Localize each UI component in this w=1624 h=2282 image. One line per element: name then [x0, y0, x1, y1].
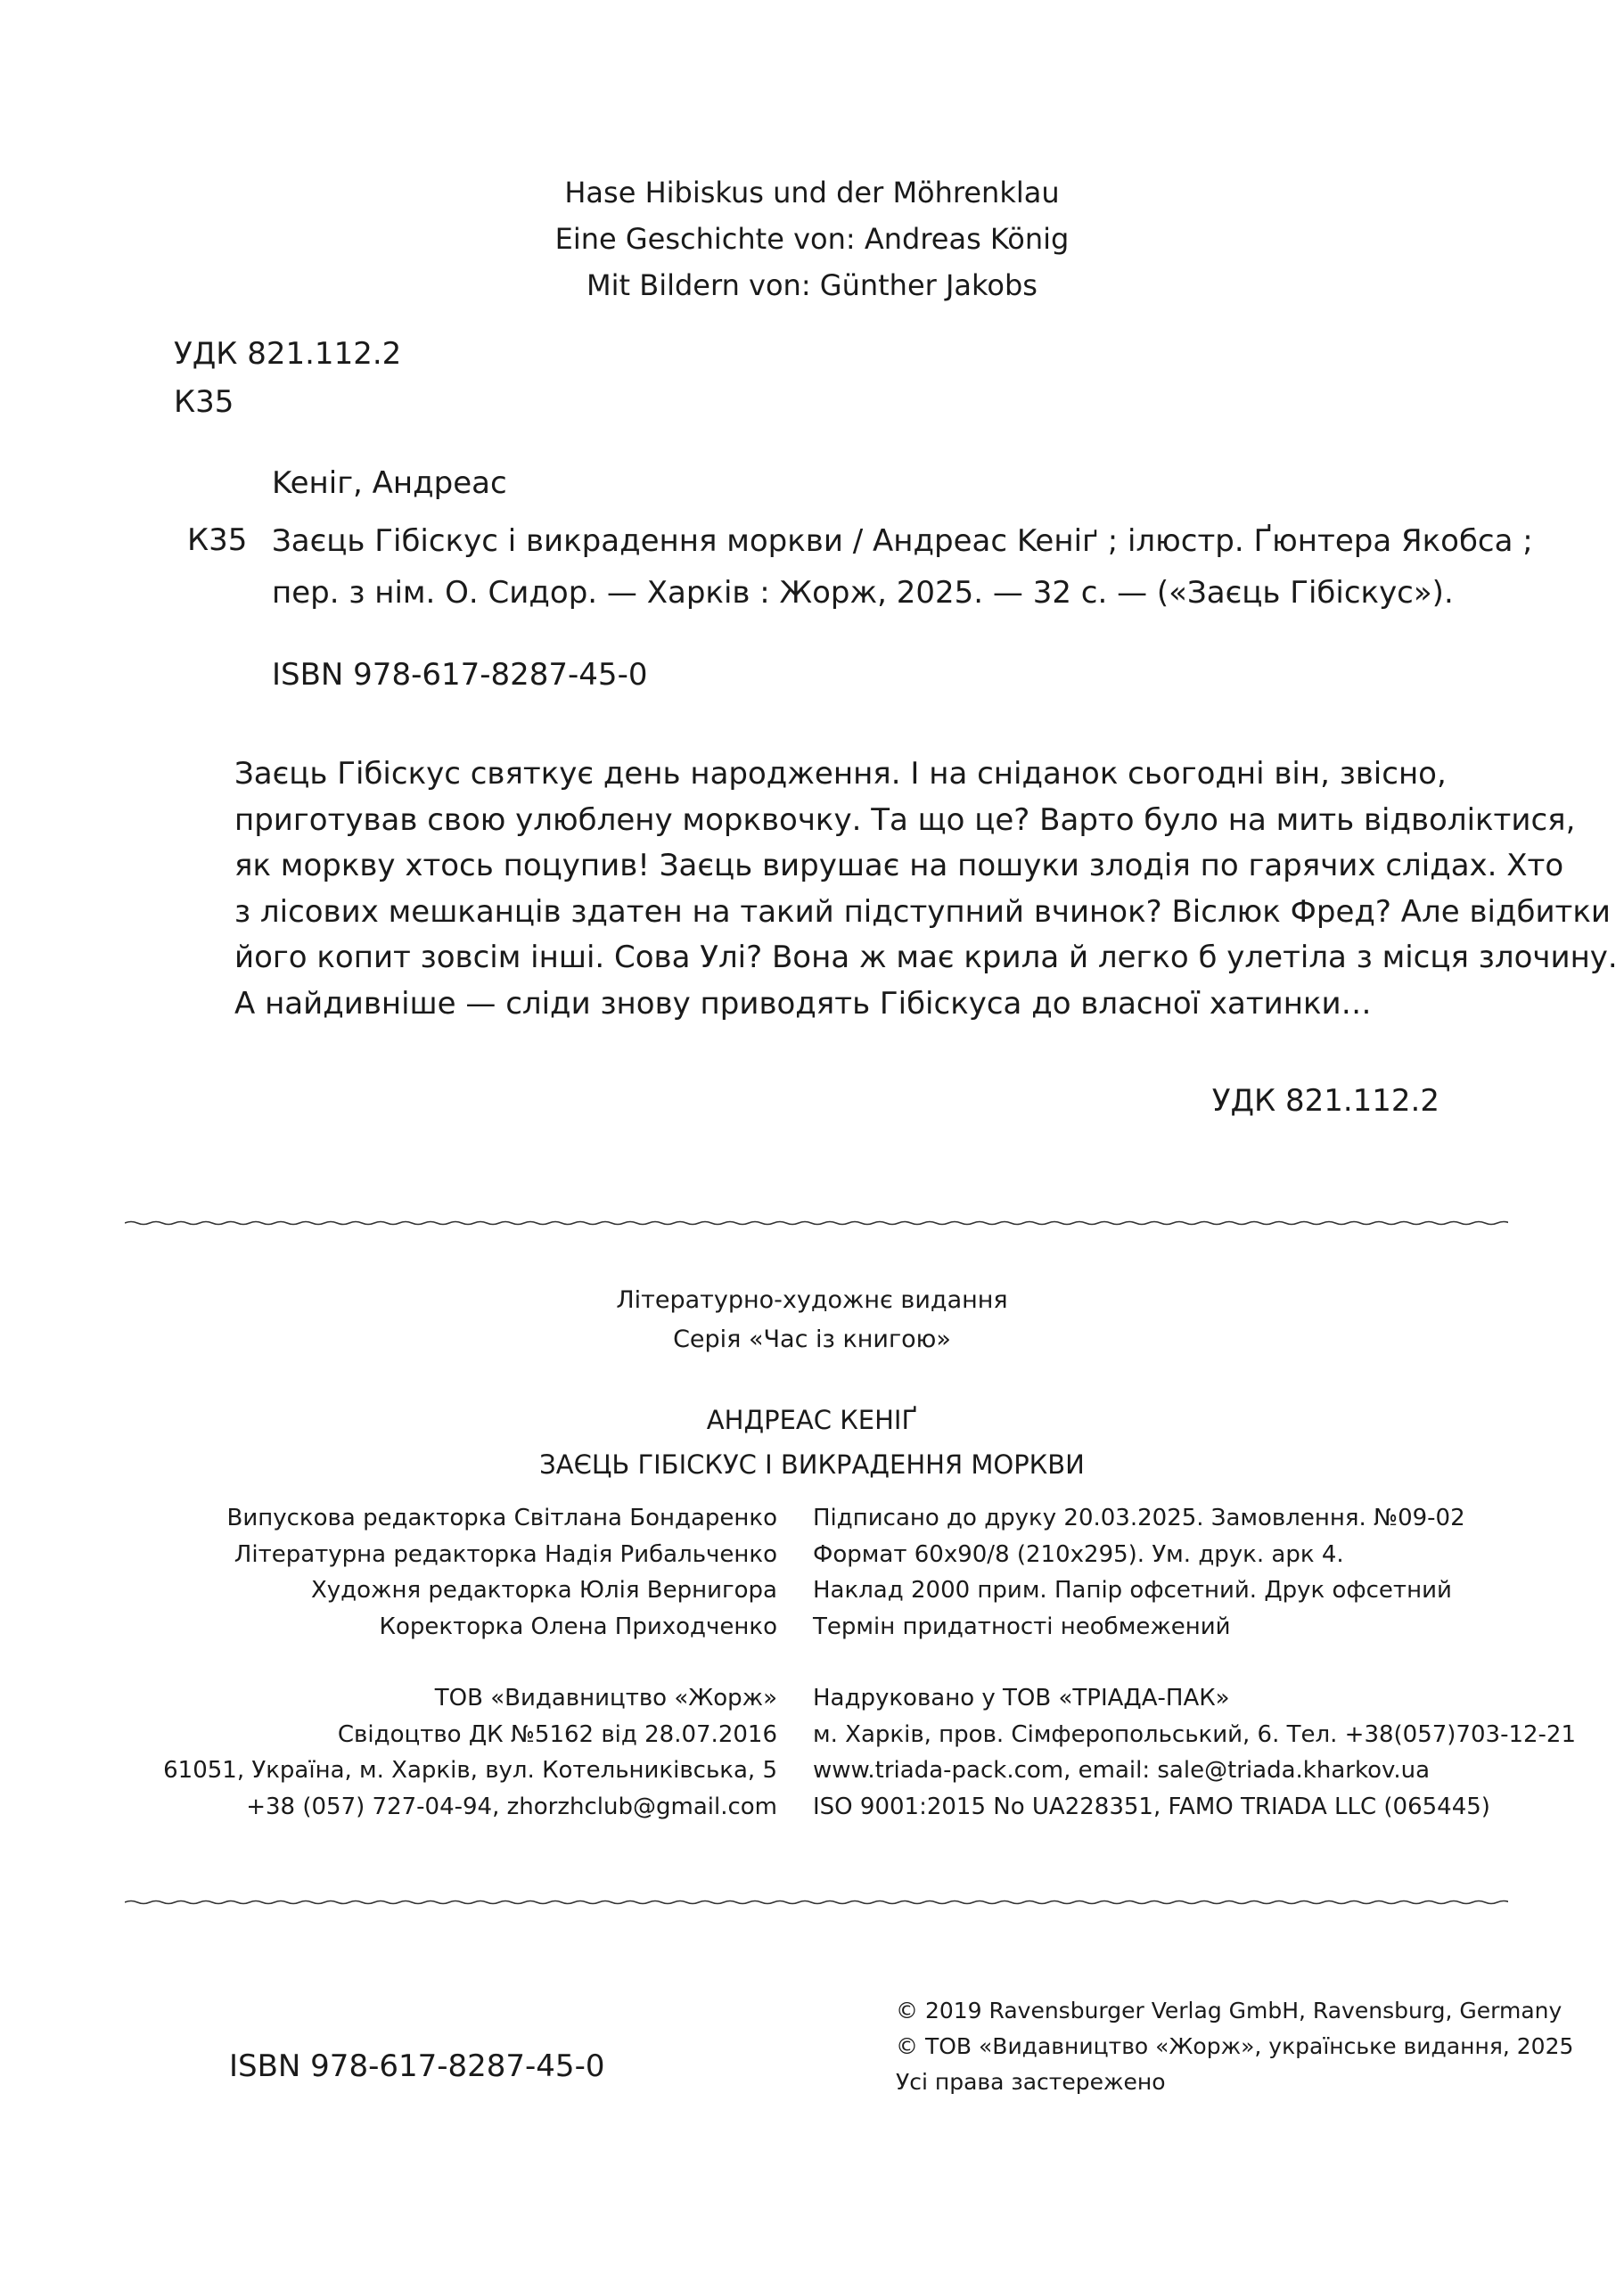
editor-line: Художня редакторка Юлія Вернигора: [310, 1577, 777, 1604]
print-info-line: Формат 60х90/8 (210х295). Ум. друк. арк 4.: [813, 1540, 1344, 1568]
annotation-line: його копит зовсім інші. Сова Улі? Вона ж має крила й легко б улетіла з місця злочину.: [234, 940, 1618, 975]
print-info-line: Наклад 2000 прим. Папір офсетний. Друк офсетний: [813, 1577, 1452, 1604]
original-title: Hase Hibiskus und der Möhrenklau: [564, 176, 1060, 209]
copyright-line: © ТОВ «Видавництво «Жорж», українське видання, 2025: [896, 2033, 1574, 2059]
printer-line: ISO 9001:2015 No UA228351, FAMO TRIADA LLC (065445): [813, 1793, 1490, 1820]
printer-line: Надруковано у ТОВ «ТРІАДА-ПАК»: [813, 1685, 1230, 1712]
print-info-line: Підписано до друку 20.03.2025. Замовлення. №09-02: [813, 1505, 1465, 1531]
original-author-line: Eine Geschichte von: Andreas König: [554, 222, 1070, 256]
publisher-line: ТОВ «Видавництво «Жорж»: [434, 1685, 777, 1712]
imprint-heading: [0, 1281, 1624, 1359]
catalog-description: [272, 515, 1533, 619]
annotation: [234, 751, 1618, 1027]
publisher-info: [163, 1680, 777, 1825]
copyright-block: [896, 1993, 1573, 2100]
annotation-udk: УДК 821.112.2: [1211, 1083, 1439, 1119]
imprint-title-block: [0, 1398, 1624, 1487]
publisher-line: +38 (057) 727-04-94, zhorzhclub@gmail.com: [246, 1793, 777, 1820]
wavy-divider: [125, 1893, 1508, 1911]
printer-line: м. Харків, пров. Сімферопольський, 6. Тел. +38(057)703-12-21: [813, 1720, 1576, 1748]
catalog-line-1: Заєць Гібіскус і викрадення моркви / Андреас Keніґ ; ілюстр. Ґюнтера Якобса ;: [272, 523, 1533, 559]
copyright-line: Усі права застережено: [896, 2069, 1166, 2095]
publisher-line: 61051, Україна, м. Харків, вул. Котельниківська, 5: [163, 1757, 777, 1784]
catalog-author: Keніг, Андреас: [272, 465, 507, 501]
print-info-line: Термін придатності необмежений: [813, 1613, 1231, 1640]
classification-block: [174, 330, 401, 426]
editor-line: Випускова редакторка Світлана Бондаренко: [226, 1505, 777, 1531]
genre-label: Літературно-художнє видання: [616, 1286, 1008, 1314]
udk-code: УДК 821.112.2: [174, 336, 402, 372]
publisher-line: Свідоцтво ДК №5162 від 28.07.2016: [337, 1720, 777, 1748]
printer-line: www.triada-pack.com, email: sale@triada.kharkov.ua: [813, 1757, 1431, 1784]
editor-line: Коректорка Олена Приходченко: [379, 1613, 777, 1640]
footer-isbn: ISBN 978-617-8287-45-0: [229, 2048, 605, 2084]
annotation-line: Заєць Гібіскус святкує день народження. І на сніданок сьогодні він, звісно,: [234, 756, 1447, 792]
copyright-line: © 2019 Ravensburger Verlag GmbH, Ravensburg, Germany: [896, 1998, 1562, 2023]
author-mark: К35: [174, 384, 234, 420]
annotation-line: А найдивніше — сліди знову приводять Гібіскуса до власної хатинки…: [234, 985, 1372, 1022]
annotation-line: з лісових мешканців здатен на такий підступний вчинок? Віслюк Фред? Але відбитки: [234, 893, 1611, 930]
catalog-author-mark: К35: [187, 522, 248, 558]
annotation-line: як моркву хтось поцупив! Заєць вирушає на пошуки злодія по гарячих слідах. Хто: [234, 848, 1564, 883]
editor-line: Літературна редакторка Надія Рибальченко: [234, 1540, 777, 1568]
series-label: Серія «Час із книгою»: [673, 1326, 951, 1353]
printer-info: [813, 1680, 1576, 1825]
editors-list: [227, 1500, 777, 1645]
print-info-list: [813, 1500, 1465, 1645]
wavy-divider: [125, 1214, 1508, 1232]
catalog-line-2: пер. з нім. О. Сидор. — Харків : Жорж, 2025. — 32 с. — («Заєць Гібіскус»).: [272, 575, 1454, 611]
annotation-line: приготував свою улюблену морквочку. Та що це? Варто було на мить відволіктися,: [234, 801, 1576, 838]
imprint-author: АНДРЕАС КЕНІҐ: [706, 1405, 918, 1435]
catalog-isbn: ISBN 978-617-8287-45-0: [272, 657, 648, 693]
imprint-title: ЗАЄЦЬ ГІБІСКУС І ВИКРАДЕННЯ МОРКВИ: [539, 1449, 1085, 1480]
original-illustrator-line: Mit Bildern von: Günther Jakobs: [586, 268, 1038, 302]
original-title-block: [0, 169, 1624, 308]
